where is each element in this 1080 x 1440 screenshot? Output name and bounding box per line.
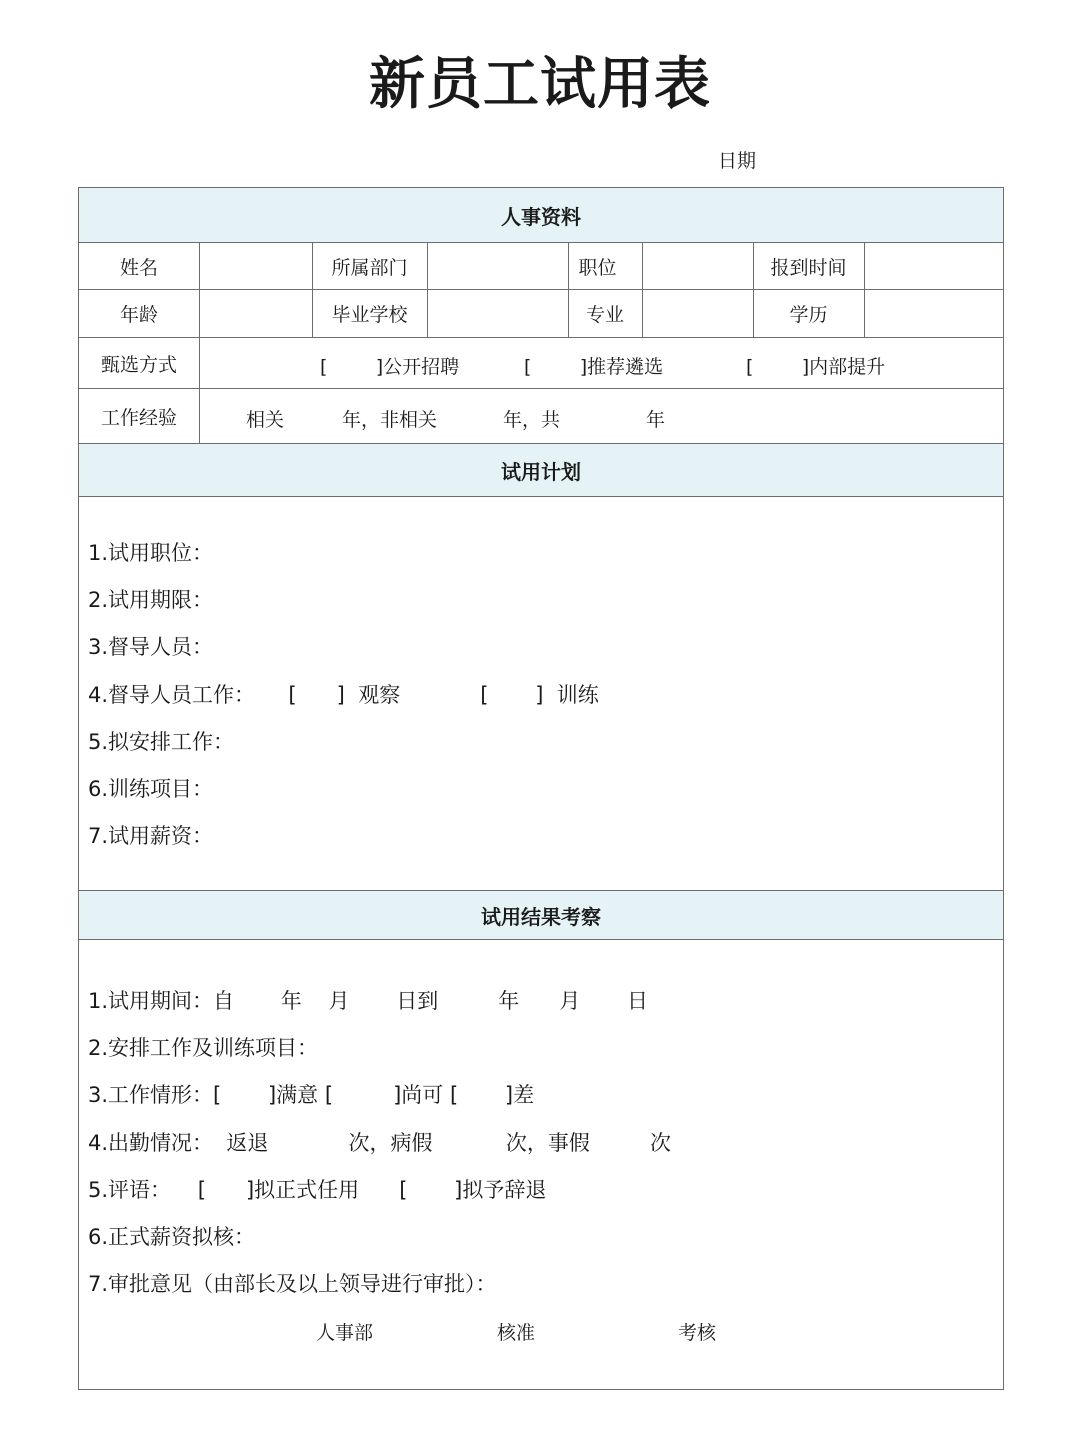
field-position[interactable] [643,243,753,289]
field-age[interactable] [200,290,312,337]
result-item: 3.工作情形：[ ]满意 [ ]尚可 [ ]差 [88,1083,535,1107]
section-header-trial-plan: 试用计划 [79,443,1003,497]
plan-item: 2.试用期限： [88,588,214,612]
signature-assess: 考核 [678,1322,717,1344]
signature-hr: 人事部 [316,1322,374,1344]
option-recommend[interactable]: [ ]推荐遴选 [524,356,664,378]
field-report-time[interactable] [865,243,1003,289]
plan-item: 4.督导人员工作： [ ] 观察 [ ] 训练 [88,683,599,707]
field-department[interactable] [428,243,568,289]
signature-approve: 核准 [497,1322,536,1344]
label-position: 职位 [578,256,617,279]
field-major[interactable] [643,290,753,337]
label-department: 所属部门 [331,256,408,279]
result-item: 1.试用期间：自 年 月 日到 年 月 日 [88,989,649,1013]
label-school: 毕业学校 [331,304,408,326]
trial-form [78,187,1004,1390]
plan-item: 7.试用薪资： [88,824,214,848]
exp-total: 年，共 [503,409,561,431]
field-name[interactable] [200,243,312,289]
label-name: 姓名 [119,256,158,279]
row-divider [79,388,1003,389]
plan-item: 5.拟安排工作： [88,730,235,754]
result-item: 7.审批意见（由部长及以上领导进行审批）： [88,1272,497,1296]
exp-unrelated: 年，非相关 [342,409,438,431]
section-header-trial-result: 试用结果考察 [79,890,1003,940]
label-major: 专业 [585,304,624,326]
label-report-time: 报到时间 [770,256,847,279]
result-item: 6.正式薪资拟核： [88,1225,256,1249]
page-title: 新员工试用表 [369,52,711,117]
result-item: 4.出勤情况： 返退 次，病假 次，事假 次 [88,1131,671,1155]
section-header-personnel: 人事资料 [79,188,1003,243]
result-item: 2.安排工作及训练项目： [88,1036,319,1060]
field-school[interactable] [428,290,568,337]
label-age: 年龄 [119,304,158,326]
label-education: 学历 [789,304,828,326]
label-work-experience: 工作经验 [100,406,177,429]
option-public-recruit[interactable]: [ ]公开招聘 [320,356,460,378]
label-selection-method: 甄选方式 [100,353,177,376]
plan-item: 1.试用职位： [88,541,214,565]
option-internal-promote[interactable]: [ ]内部提升 [746,356,886,378]
field-education[interactable] [865,290,1003,337]
plan-item: 3.督导人员： [88,635,214,659]
exp-year: 年 [646,409,666,431]
plan-item: 6.训练项目： [88,777,214,801]
date-label: 日期 [718,150,757,172]
exp-related: 相关 [246,409,285,431]
result-item: 5.评语： [ ]拟正式任用 [ ]拟予辞退 [88,1178,547,1202]
